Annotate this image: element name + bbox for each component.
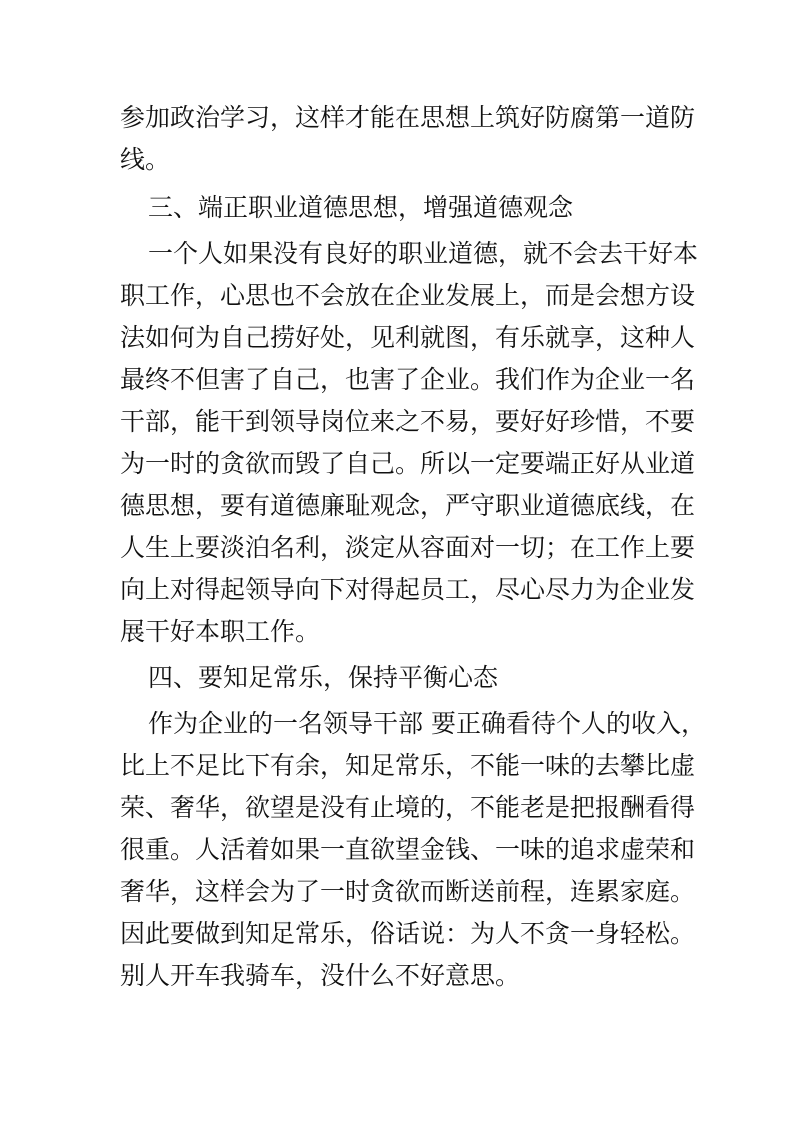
text-line: 干部，能干到领导岗位来之不易，要好好珍惜，不要 — [120, 407, 696, 436]
text-line: 因此要做到知足常乐，俗话说：为人不贪一身轻松。 — [120, 919, 696, 948]
text-line: 一个人如果没有良好的职业道德，就不会去干好本 — [148, 239, 699, 268]
text-line: 很重。人活着如果一直欲望金钱、一味的追求虚荣和 — [120, 835, 696, 864]
text-line: 人生上要淡泊名利，淡定从容面对一切；在工作上要 — [120, 533, 696, 562]
text-line: 最终不但害了自己，也害了企业。我们作为企业一名 — [120, 365, 696, 394]
text-line: 参加政治学习，这样才能在思想上筑好防腐第一道防 — [120, 103, 696, 132]
text-line: 奢华，这样会为了一时贪欲而断送前程，连累家庭。 — [120, 877, 696, 906]
text-line: 向上对得起领导向下对得起员工，尽心尽力为企业发 — [120, 575, 696, 604]
text-line: 线。 — [120, 145, 171, 174]
text-line: 法如何为自己捞好处，见利就图，有乐就享，这种人 — [120, 323, 696, 352]
text-line: 荣、奢华，欲望是没有止境的，不能老是把报酬看得 — [120, 793, 696, 822]
section-heading: 三、端正职业道德思想，增强道德观念 — [148, 193, 574, 222]
text-line: 职工作，心思也不会放在企业发展上，而是会想方设 — [120, 281, 696, 310]
text-line: 别人开车我骑车，没什么不好意思。 — [120, 961, 521, 990]
section-heading: 四、要知足常乐，保持平衡心态 — [148, 663, 499, 692]
text-line: 作为企业的一名领导干部 要正确看待个人的收入， — [148, 709, 706, 738]
text-line: 展干好本职工作。 — [120, 617, 321, 646]
text-line: 比上不足比下有余，知足常乐，不能一味的去攀比虚 — [120, 751, 696, 780]
text-line: 为一时的贪欲而毁了自己。所以一定要端正好从业道 — [120, 449, 696, 478]
text-line: 德思想，要有道德廉耻观念，严守职业道德底线，在 — [120, 491, 696, 520]
